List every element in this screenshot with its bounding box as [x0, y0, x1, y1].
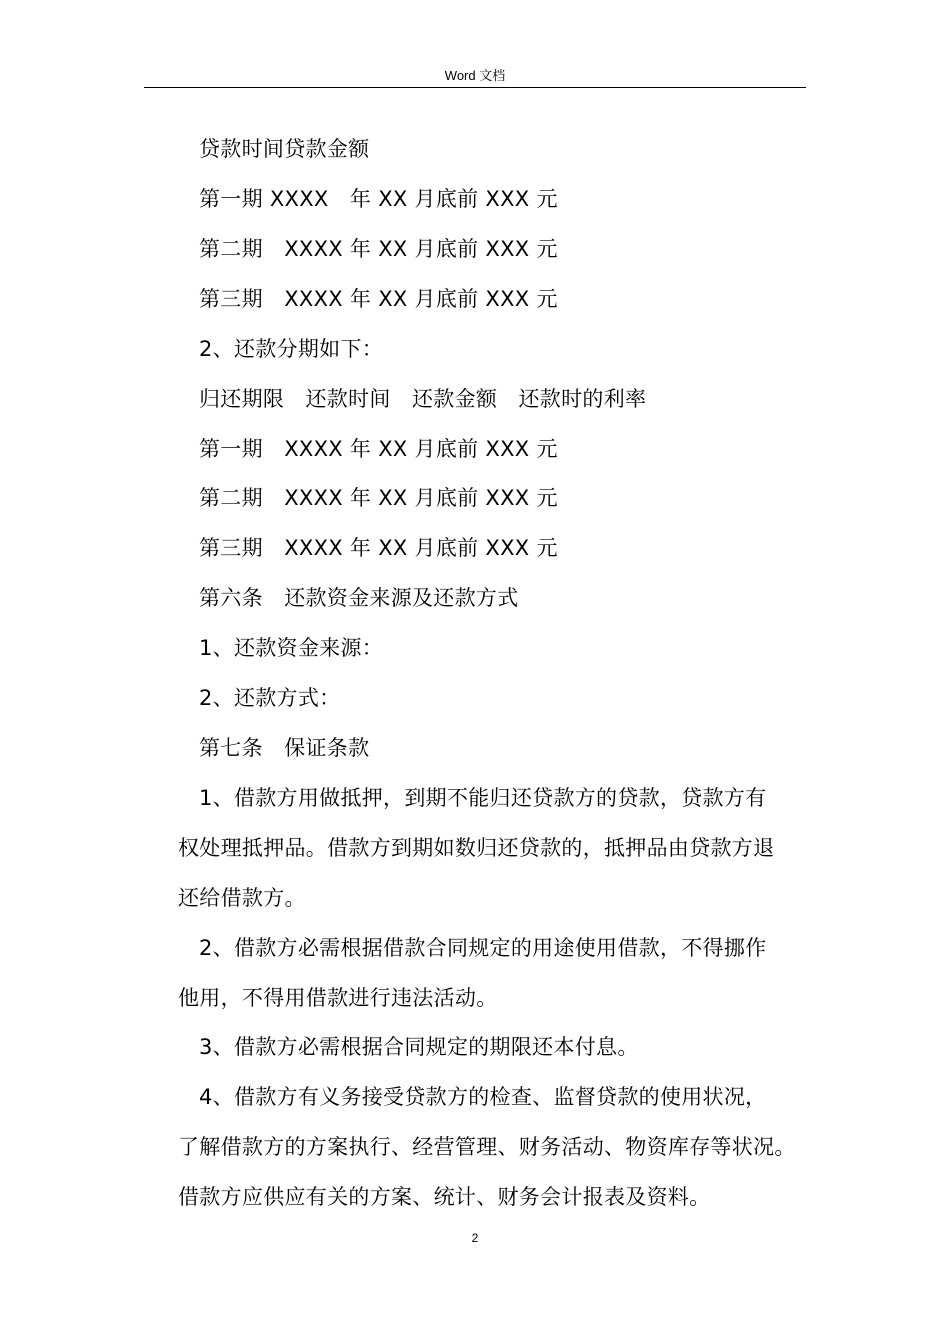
paragraph-line: 第七条 保证条款 — [199, 736, 370, 760]
paragraph-line: 第一期 XXXX 年 XX 月底前 XXX 元 — [199, 187, 558, 211]
paragraph-line: 权处理抵押品。借款方到期如数归还贷款的，抵押品由贷款方退 — [178, 836, 775, 860]
paragraph-line: 他用，不得用借款进行违法活动。 — [178, 986, 498, 1010]
paragraph-line: 2、借款方必需根据借款合同规定的用途使用借款，不得挪作 — [199, 936, 767, 960]
paragraph-line: 贷款时间贷款金额 — [199, 137, 370, 161]
page-number: 2 — [471, 1231, 479, 1245]
paragraph-line: 归还期限 还款时间 还款金额 还款时的利率 — [199, 387, 647, 411]
paragraph-line: 1、还款资金来源： — [199, 636, 384, 660]
paragraph-line: 还给借款方。 — [178, 886, 306, 910]
paragraph-line: 了解借款方的方案执行、经营管理、财务活动、物资库存等状况。 — [178, 1135, 796, 1159]
paragraph-line: 2、还款方式： — [199, 686, 341, 710]
paragraph-line: 2、还款分期如下： — [199, 337, 384, 361]
header-title: Word 文档 — [444, 68, 506, 83]
paragraph-line: 第一期 XXXX 年 XX 月底前 XXX 元 — [199, 437, 558, 461]
header-divider — [144, 87, 806, 88]
paragraph-line: 第六条 还款资金来源及还款方式 — [199, 586, 519, 610]
paragraph-line: 4、借款方有义务接受贷款方的检查、监督贷款的使用状况， — [199, 1085, 767, 1109]
paragraph-line: 第二期 XXXX 年 XX 月底前 XXX 元 — [199, 237, 558, 261]
paragraph-line: 第三期 XXXX 年 XX 月底前 XXX 元 — [199, 536, 558, 560]
paragraph-line: 借款方应供应有关的方案、统计、财务会计报表及资料。 — [178, 1185, 711, 1209]
paragraph-line: 1、借款方用做抵押，到期不能归还贷款方的贷款，贷款方有 — [199, 786, 767, 810]
paragraph-line: 第三期 XXXX 年 XX 月底前 XXX 元 — [199, 287, 558, 311]
paragraph-line: 3、借款方必需根据合同规定的期限还本付息。 — [199, 1035, 639, 1059]
paragraph-line: 第二期 XXXX 年 XX 月底前 XXX 元 — [199, 486, 558, 510]
